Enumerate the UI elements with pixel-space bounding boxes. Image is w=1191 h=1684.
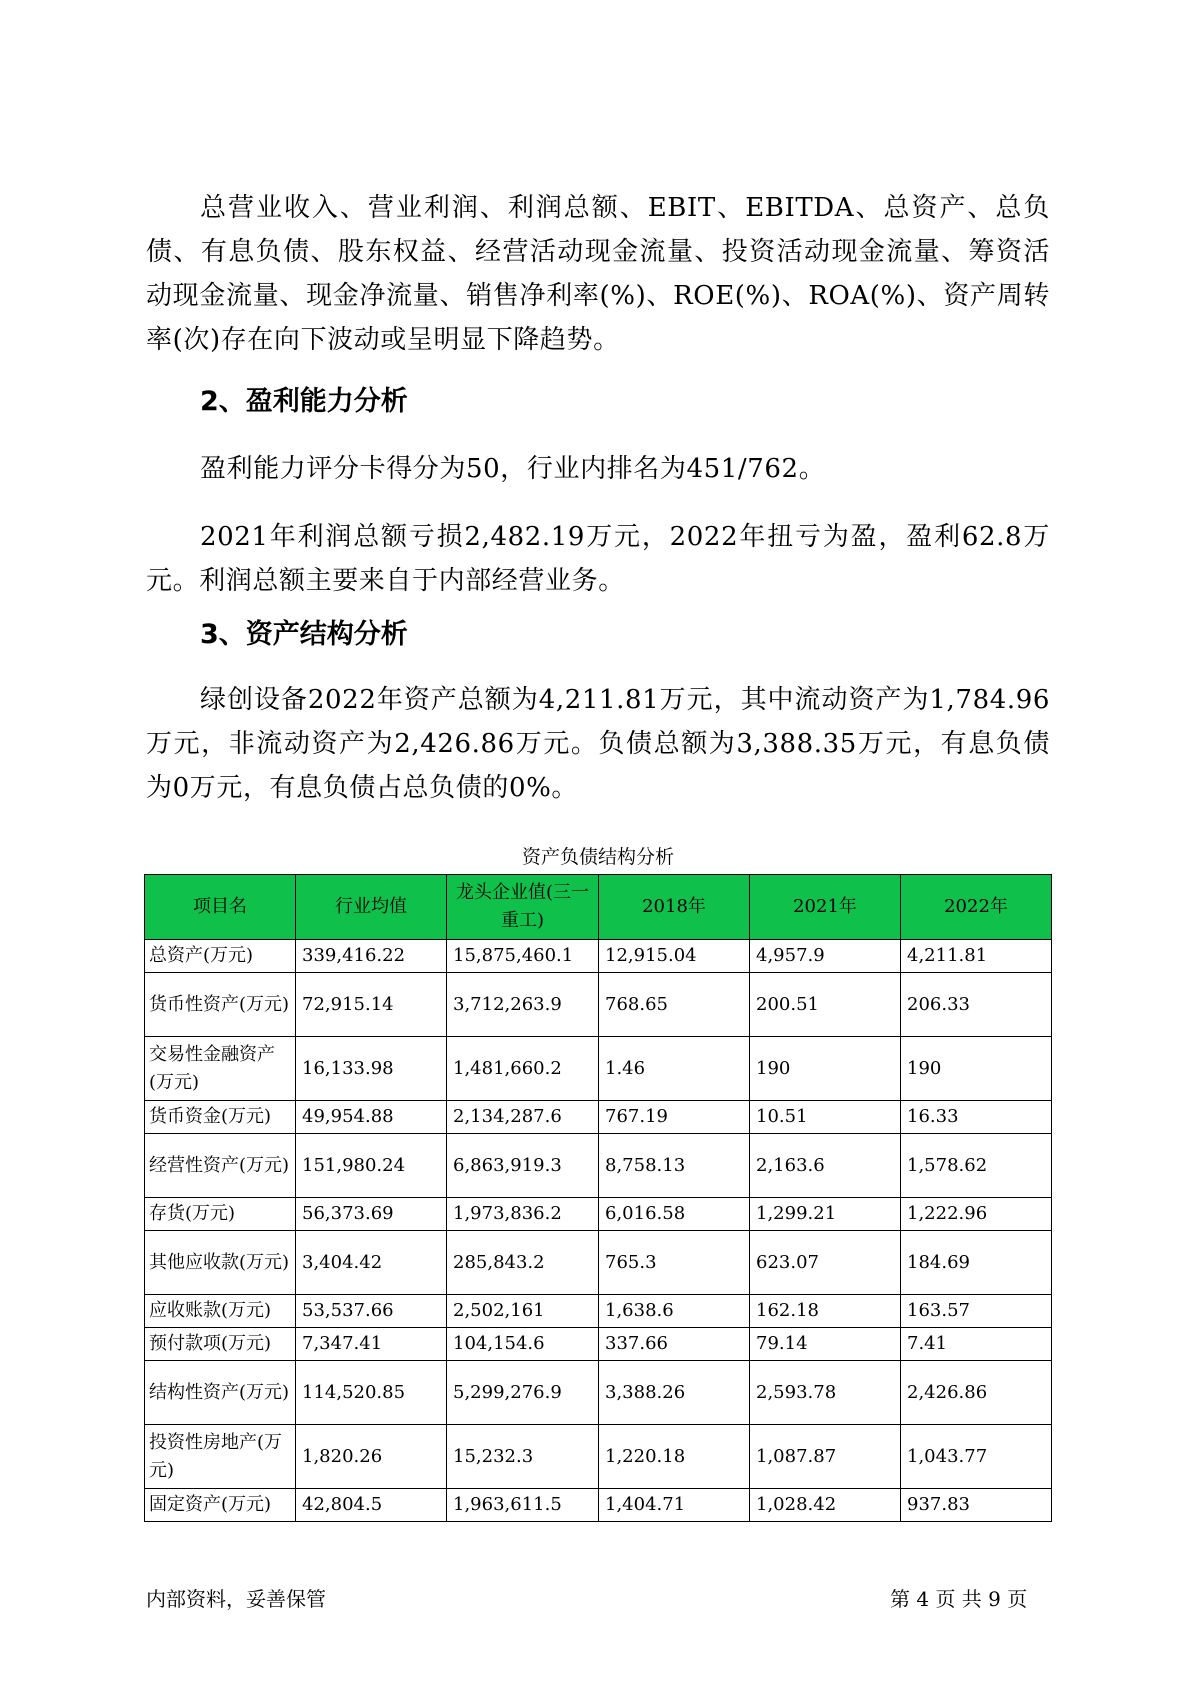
header-cell: 2018年 xyxy=(599,875,750,940)
table-cell: 49,954.88 xyxy=(296,1101,447,1134)
row-label: 交易性金融资产(万元) xyxy=(145,1037,296,1101)
table-cell: 337.66 xyxy=(599,1328,750,1361)
table-cell: 768.65 xyxy=(599,973,750,1037)
table-cell: 8,758.13 xyxy=(599,1134,750,1198)
table-cell: 6,863,919.3 xyxy=(447,1134,599,1198)
table-cell: 206.33 xyxy=(901,973,1052,1037)
table-cell: 1,220.18 xyxy=(599,1425,750,1489)
table-cell: 339,416.22 xyxy=(296,940,447,973)
asset-paragraph: 绿创设备2022年资产总额为4,211.81万元，其中流动资产为1,784.96万元，非流动资产为2,426.86万元。负债总额为3,388.35万元，有息负债为0万元，有息负债占总负债的0%。 xyxy=(146,685,1050,803)
header-cell: 项目名 xyxy=(145,875,296,940)
table-cell: 190 xyxy=(750,1037,901,1101)
table-cell: 190 xyxy=(901,1037,1052,1101)
row-label: 固定资产(万元) xyxy=(145,1489,296,1522)
table-cell: 1,299.21 xyxy=(750,1198,901,1231)
table-cell: 3,388.26 xyxy=(599,1361,750,1425)
table-cell: 937.83 xyxy=(901,1489,1052,1522)
table-cell: 1,973,836.2 xyxy=(447,1198,599,1231)
row-label: 货币资金(万元) xyxy=(145,1101,296,1134)
table-caption: 资产负债结构分析 xyxy=(521,846,674,868)
table-cell: 1,043.77 xyxy=(901,1425,1052,1489)
balance-sheet-table xyxy=(144,874,1052,1522)
table-row xyxy=(145,1037,1052,1101)
table-cell: 15,875,460.1 xyxy=(447,940,599,973)
table-cell: 163.57 xyxy=(901,1295,1052,1328)
section-heading-asset-structure: 3、资产结构分析 xyxy=(200,619,408,650)
header-cell: 2022年 xyxy=(901,875,1052,940)
header-cell: 行业均值 xyxy=(296,875,447,940)
table-cell: 79.14 xyxy=(750,1328,901,1361)
table-cell: 4,211.81 xyxy=(901,940,1052,973)
table-cell: 4,957.9 xyxy=(750,940,901,973)
table-cell: 3,404.42 xyxy=(296,1231,447,1295)
row-label: 存货(万元) xyxy=(145,1198,296,1231)
header-cell: 龙头企业值(三一重工) xyxy=(447,875,599,940)
table-cell: 1.46 xyxy=(599,1037,750,1101)
table-cell: 1,404.71 xyxy=(599,1489,750,1522)
table-cell: 1,028.42 xyxy=(750,1489,901,1522)
table-cell: 10.51 xyxy=(750,1101,901,1134)
table-row xyxy=(145,1134,1052,1198)
table-row xyxy=(145,973,1052,1037)
table-cell: 42,804.5 xyxy=(296,1489,447,1522)
table-row xyxy=(145,1231,1052,1295)
table-cell: 285,843.2 xyxy=(447,1231,599,1295)
header-cell: 2021年 xyxy=(750,875,901,940)
table-cell: 16.33 xyxy=(901,1101,1052,1134)
table-cell: 3,712,263.9 xyxy=(447,973,599,1037)
table-cell: 184.69 xyxy=(901,1231,1052,1295)
table-row xyxy=(145,1361,1052,1425)
table-cell: 151,980.24 xyxy=(296,1134,447,1198)
table-row xyxy=(145,940,1052,973)
row-label: 结构性资产(万元) xyxy=(145,1361,296,1425)
table-cell: 765.3 xyxy=(599,1231,750,1295)
table-row xyxy=(145,1295,1052,1328)
table-cell: 1,222.96 xyxy=(901,1198,1052,1231)
table-cell: 1,087.87 xyxy=(750,1425,901,1489)
table-cell: 12,915.04 xyxy=(599,940,750,973)
table-cell: 2,134,287.6 xyxy=(447,1101,599,1134)
footer-page-number: 第 4 页 共 9 页 xyxy=(890,1587,1028,1611)
table-cell: 7.41 xyxy=(901,1328,1052,1361)
table-cell: 2,593.78 xyxy=(750,1361,901,1425)
table-cell: 1,963,611.5 xyxy=(447,1489,599,1522)
table-cell: 7,347.41 xyxy=(296,1328,447,1361)
table-cell: 200.51 xyxy=(750,973,901,1037)
section-heading-profitability: 2、盈利能力分析 xyxy=(200,386,408,417)
table-cell: 114,520.85 xyxy=(296,1361,447,1425)
table-row xyxy=(145,1425,1052,1489)
table-cell: 104,154.6 xyxy=(447,1328,599,1361)
profit-paragraph: 2021年利润总额亏损2,482.19万元，2022年扭亏为盈，盈利62.8万元。利润总额主要来自于内部经营业务。 xyxy=(146,522,1050,596)
table-cell: 2,426.86 xyxy=(901,1361,1052,1425)
row-label: 经营性资产(万元) xyxy=(145,1134,296,1198)
table-row xyxy=(145,1101,1052,1134)
table-cell: 15,232.3 xyxy=(447,1425,599,1489)
table-cell: 72,915.14 xyxy=(296,973,447,1037)
table-row xyxy=(145,1328,1052,1361)
table-cell: 6,016.58 xyxy=(599,1198,750,1231)
footer-confidential-note: 内部资料，妥善保管 xyxy=(146,1587,326,1611)
profitability-score-paragraph: 盈利能力评分卡得分为50，行业内排名为451/762。 xyxy=(200,454,826,484)
table-cell: 2,163.6 xyxy=(750,1134,901,1198)
table-cell: 2,502,161 xyxy=(447,1295,599,1328)
table-cell: 767.19 xyxy=(599,1101,750,1134)
row-label: 预付款项(万元) xyxy=(145,1328,296,1361)
table-row xyxy=(145,1198,1052,1231)
row-label: 投资性房地产(万元) xyxy=(145,1425,296,1489)
table-cell: 16,133.98 xyxy=(296,1037,447,1101)
table-cell: 1,481,660.2 xyxy=(447,1037,599,1101)
row-label: 货币性资产(万元) xyxy=(145,973,296,1037)
table-cell: 1,638.6 xyxy=(599,1295,750,1328)
table-cell: 53,537.66 xyxy=(296,1295,447,1328)
table-header-row xyxy=(145,875,1052,940)
row-label: 应收账款(万元) xyxy=(145,1295,296,1328)
table-cell: 1,820.26 xyxy=(296,1425,447,1489)
row-label: 其他应收款(万元) xyxy=(145,1231,296,1295)
row-label: 总资产(万元) xyxy=(145,940,296,973)
trend-paragraph: 总营业收入、营业利润、利润总额、EBIT、EBITDA、总资产、总负债、有息负债、股东权益、经营活动现金流量、投资活动现金流量、筹资活动现金流量、现金净流量、销售净利率(%)、ROE(%)、ROA(%)、资产周转率(次)存在向下波动或呈明显下降趋势。 xyxy=(146,193,1050,355)
table-cell: 56,373.69 xyxy=(296,1198,447,1231)
table-cell: 1,578.62 xyxy=(901,1134,1052,1198)
table-cell: 5,299,276.9 xyxy=(447,1361,599,1425)
table-cell: 623.07 xyxy=(750,1231,901,1295)
table-cell: 162.18 xyxy=(750,1295,901,1328)
table-row xyxy=(145,1489,1052,1522)
